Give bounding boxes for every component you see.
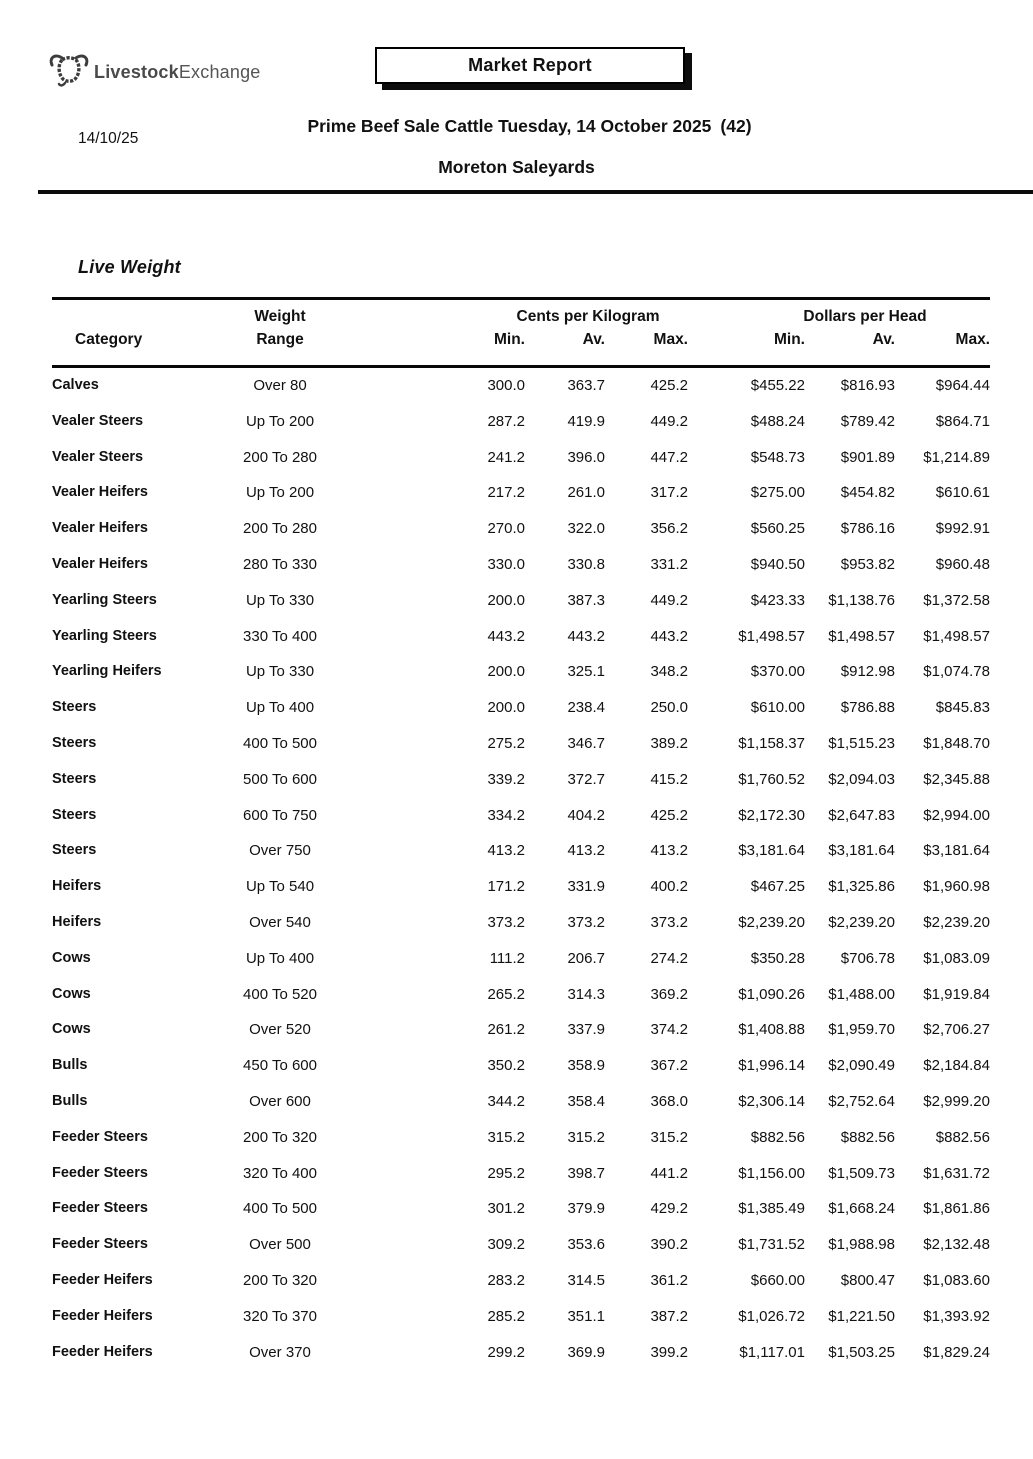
- table-row: [52, 619, 990, 655]
- market-report-badge: [375, 47, 685, 84]
- cell-dph-av: $1,488.00: [828, 985, 895, 1003]
- livestock-exchange-logo: [48, 52, 261, 93]
- cell-dph-min: $1,408.88: [738, 1021, 805, 1039]
- cell-cpk-min: 339.2: [487, 770, 525, 788]
- cell-cpk-max: 449.2: [650, 412, 688, 430]
- cell-dph-min: $610.00: [750, 699, 805, 717]
- cell-cpk-av: 206.7: [567, 949, 605, 967]
- cell-weight-range: 320 To 370: [243, 1307, 317, 1325]
- cell-dph-max: $882.56: [935, 1128, 990, 1146]
- cell-dph-max: $1,829.24: [923, 1343, 990, 1361]
- cell-weight-range: 400 To 500: [243, 1200, 317, 1218]
- table-row: [52, 1084, 990, 1120]
- cell-category: Bulls: [52, 1057, 88, 1074]
- cell-weight-range: Up To 330: [245, 663, 315, 681]
- cell-cpk-max: 369.2: [650, 985, 688, 1003]
- cell-cpk-max: 315.2: [650, 1128, 688, 1146]
- cell-weight-range: 500 To 600: [243, 770, 317, 788]
- table-row: [52, 583, 990, 619]
- cell-dph-max: $1,083.09: [923, 949, 990, 967]
- cell-cpk-max: 387.2: [650, 1307, 688, 1325]
- cell-dph-av: $1,221.50: [828, 1307, 895, 1325]
- cell-cpk-max: 367.2: [650, 1057, 688, 1075]
- cell-dph-av: $786.88: [840, 699, 895, 717]
- cell-cpk-max: 413.2: [650, 842, 688, 860]
- cell-cpk-av: 443.2: [567, 627, 605, 645]
- cell-cpk-av: 351.1: [567, 1307, 605, 1325]
- cell-cpk-av: 330.8: [567, 555, 605, 573]
- cell-dph-max: $610.61: [935, 484, 990, 502]
- cell-dph-max: $964.44: [935, 377, 990, 394]
- cell-dph-max: $1,960.98: [923, 878, 990, 896]
- cell-dph-max: $2,239.20: [923, 913, 990, 931]
- cell-cpk-max: 356.2: [650, 520, 688, 538]
- logo-word-livestock: Livestock: [94, 62, 179, 82]
- cell-cpk-min: 275.2: [487, 734, 525, 752]
- table-row: [52, 475, 990, 511]
- cell-cpk-min: 200.0: [487, 699, 525, 717]
- cell-cpk-av: 404.2: [567, 806, 605, 824]
- cell-category: Feeder Steers: [52, 1164, 148, 1181]
- table-row: [52, 1191, 990, 1227]
- dph-max-column-header: Max.: [955, 331, 990, 348]
- cpk-max-column-header: Max.: [653, 331, 688, 348]
- cell-dph-max: $960.48: [935, 555, 990, 573]
- cell-category: Steers: [52, 699, 97, 716]
- saleyard-name: Moreton Saleyards: [438, 157, 595, 177]
- cell-weight-range: 320 To 400: [243, 1164, 317, 1182]
- cell-cpk-av: 387.3: [567, 591, 605, 609]
- cell-category: Yearling Steers: [52, 591, 157, 608]
- bull-head-icon: [48, 52, 90, 93]
- cell-weight-range: Up To 200: [245, 412, 315, 430]
- cell-dph-av: $1,988.98: [828, 1236, 895, 1254]
- cell-category: Yearling Heifers: [52, 663, 162, 680]
- cell-dph-max: $1,083.60: [923, 1271, 990, 1289]
- table-row: [52, 690, 990, 726]
- cell-weight-range: 330 To 400: [243, 627, 317, 645]
- table-row: [52, 762, 990, 798]
- cell-dph-av: $2,239.20: [828, 913, 895, 931]
- cell-cpk-av: 353.6: [567, 1236, 605, 1254]
- cell-dph-min: $467.25: [750, 878, 805, 896]
- cell-cpk-max: 374.2: [650, 1021, 688, 1039]
- cell-cpk-max: 447.2: [650, 448, 688, 466]
- cell-cpk-max: 361.2: [650, 1271, 688, 1289]
- cell-dph-max: $2,132.48: [923, 1236, 990, 1254]
- cell-dph-max: $1,214.89: [923, 448, 990, 466]
- table-row: [52, 1335, 990, 1371]
- report-title-text: Prime Beef Sale Cattle Tuesday, 14 October 2025: [307, 116, 712, 136]
- cell-cpk-av: 369.9: [567, 1343, 605, 1361]
- cell-weight-range: 200 To 280: [243, 520, 317, 538]
- cell-cpk-min: 285.2: [487, 1307, 525, 1325]
- cell-weight-range: 280 To 330: [243, 555, 317, 573]
- cell-dph-max: $2,345.88: [923, 770, 990, 788]
- cell-dph-max: $1,074.78: [923, 663, 990, 681]
- table-row: [52, 977, 990, 1013]
- cell-cpk-min: 350.2: [487, 1057, 525, 1075]
- cell-cpk-max: 443.2: [650, 627, 688, 645]
- cell-dph-max: $992.91: [935, 520, 990, 538]
- dollars-per-head-header: Dollars per Head: [803, 308, 927, 325]
- cell-dph-min: $275.00: [750, 484, 805, 502]
- header-spacer: [52, 306, 205, 328]
- cell-weight-range: 450 To 600: [243, 1057, 317, 1075]
- table-row: [52, 368, 990, 404]
- cell-weight-range: 200 To 320: [243, 1128, 317, 1146]
- cell-dph-min: $2,239.20: [738, 913, 805, 931]
- cell-cpk-av: 413.2: [567, 842, 605, 860]
- dph-min-column-header: Min.: [774, 331, 805, 348]
- cell-cpk-min: 217.2: [487, 484, 525, 502]
- market-report-badge-label: Market Report: [468, 55, 592, 75]
- cell-dph-max: $2,184.84: [923, 1057, 990, 1075]
- cell-cpk-min: 200.0: [487, 591, 525, 609]
- cell-category: Feeder Heifers: [52, 1307, 153, 1324]
- cell-dph-max: $2,999.20: [923, 1092, 990, 1110]
- cell-category: Yearling Steers: [52, 627, 157, 644]
- cell-category: Heifers: [52, 878, 102, 895]
- cell-cpk-av: 314.3: [567, 985, 605, 1003]
- cell-cpk-av: 238.4: [567, 699, 605, 717]
- cell-cpk-max: 373.2: [650, 913, 688, 931]
- cell-dph-max: $864.71: [935, 412, 990, 430]
- cell-weight-range: Over 750: [249, 842, 311, 860]
- cell-category: Vealer Steers: [52, 448, 144, 465]
- cell-dph-av: $1,498.57: [828, 627, 895, 645]
- cell-dph-min: $1,156.00: [738, 1164, 805, 1182]
- cell-cpk-av: 372.7: [567, 770, 605, 788]
- cell-dph-av: $1,668.24: [828, 1200, 895, 1218]
- cell-dph-min: $1,731.52: [738, 1236, 805, 1254]
- table-row: [52, 869, 990, 905]
- cell-dph-min: $488.24: [750, 412, 805, 430]
- cell-cpk-av: 358.4: [567, 1092, 605, 1110]
- cell-dph-min: $2,306.14: [738, 1092, 805, 1110]
- table-row: [52, 1120, 990, 1156]
- cell-cpk-av: 325.1: [567, 663, 605, 681]
- cell-dph-max: $1,919.84: [923, 985, 990, 1003]
- cell-dph-av: $3,181.64: [828, 842, 895, 860]
- live-weight-table: [52, 297, 990, 1370]
- cell-dph-av: $1,503.25: [828, 1343, 895, 1361]
- cell-dph-max: $1,393.92: [923, 1307, 990, 1325]
- cell-cpk-min: 334.2: [487, 806, 525, 824]
- cell-dph-max: $2,706.27: [923, 1021, 990, 1039]
- cell-dph-min: $455.22: [750, 377, 805, 394]
- cell-dph-max: $1,498.57: [923, 627, 990, 645]
- cell-dph-av: $2,752.64: [828, 1092, 895, 1110]
- cell-cpk-min: 171.2: [487, 878, 525, 896]
- cell-cpk-av: 358.9: [567, 1057, 605, 1075]
- cell-cpk-max: 415.2: [650, 770, 688, 788]
- cell-dph-av: $882.56: [840, 1128, 895, 1146]
- cell-dph-min: $350.28: [750, 949, 805, 967]
- cell-dph-av: $706.78: [840, 949, 895, 967]
- table-row: [52, 1012, 990, 1048]
- cell-cpk-max: 441.2: [650, 1164, 688, 1182]
- cell-cpk-min: 270.0: [487, 520, 525, 538]
- cell-dph-av: $901.89: [840, 448, 895, 466]
- cell-cpk-max: 400.2: [650, 878, 688, 896]
- cents-per-kilogram-header: Cents per Kilogram: [516, 308, 660, 325]
- cell-cpk-max: 348.2: [650, 663, 688, 681]
- cell-category: Feeder Heifers: [52, 1343, 153, 1360]
- cell-dph-av: $2,647.83: [828, 806, 895, 824]
- cell-dph-av: $1,138.76: [828, 591, 895, 609]
- sale-count: (42): [720, 116, 752, 136]
- cell-cpk-max: 399.2: [650, 1343, 688, 1361]
- logo-wordmark: [94, 62, 261, 83]
- cell-cpk-min: 241.2: [487, 448, 525, 466]
- cell-dph-av: $800.47: [840, 1271, 895, 1289]
- cell-dph-av: $2,090.49: [828, 1057, 895, 1075]
- cell-dph-av: $816.93: [840, 377, 895, 394]
- cell-dph-min: $882.56: [750, 1128, 805, 1146]
- category-column-header: Category: [75, 331, 143, 348]
- cell-category: Bulls: [52, 1092, 88, 1109]
- cell-cpk-av: 315.2: [567, 1128, 605, 1146]
- cell-cpk-av: 396.0: [567, 448, 605, 466]
- table-row: [52, 1048, 990, 1084]
- cell-dph-av: $454.82: [840, 484, 895, 502]
- table-row: [52, 547, 990, 583]
- cell-dph-min: $1,117.01: [739, 1343, 805, 1361]
- cell-dph-min: $548.73: [750, 448, 805, 466]
- cell-dph-min: $1,498.57: [738, 627, 805, 645]
- cell-category: Feeder Heifers: [52, 1271, 153, 1288]
- cell-cpk-min: 344.2: [487, 1092, 525, 1110]
- cell-dph-min: $370.00: [750, 663, 805, 681]
- cell-category: Feeder Steers: [52, 1200, 148, 1217]
- cell-cpk-max: 250.0: [650, 699, 688, 717]
- cell-cpk-av: 314.5: [567, 1271, 605, 1289]
- cell-dph-min: $1,996.14: [738, 1057, 805, 1075]
- cell-cpk-min: 301.2: [487, 1200, 525, 1218]
- cell-dph-av: $2,094.03: [828, 770, 895, 788]
- cell-cpk-min: 295.2: [487, 1164, 525, 1182]
- cell-category: Vealer Heifers: [52, 484, 148, 501]
- table-row: [52, 1299, 990, 1335]
- cell-category: Cows: [52, 985, 91, 1002]
- header-divider: [38, 190, 1033, 194]
- live-weight-heading: Live Weight: [78, 257, 181, 277]
- cell-category: Steers: [52, 806, 97, 823]
- cell-cpk-min: 111.2: [489, 949, 525, 967]
- cell-category: Vealer Steers: [52, 412, 144, 429]
- table-row: [52, 941, 990, 977]
- cell-cpk-min: 330.0: [487, 555, 525, 573]
- cell-cpk-min: 315.2: [487, 1128, 525, 1146]
- cell-cpk-av: 379.9: [567, 1200, 605, 1218]
- cell-category: Steers: [52, 770, 97, 787]
- cell-dph-max: $845.83: [935, 699, 990, 717]
- cell-category: Heifers: [52, 913, 102, 930]
- cell-dph-min: $560.25: [750, 520, 805, 538]
- logo-word-exchange: Exchange: [178, 62, 261, 82]
- cell-weight-range: Up To 330: [245, 591, 315, 609]
- weight-header-line2: Range: [256, 331, 304, 348]
- cell-dph-av: $953.82: [840, 555, 895, 573]
- cell-cpk-min: 261.2: [487, 1021, 525, 1039]
- cell-dph-max: $3,181.64: [923, 842, 990, 860]
- cell-dph-min: $1,385.49: [738, 1200, 805, 1218]
- cell-cpk-max: 425.2: [650, 377, 688, 394]
- cell-weight-range: Up To 540: [245, 878, 315, 896]
- cell-weight-range: Over 600: [249, 1092, 311, 1110]
- report-title: [0, 116, 1033, 137]
- table-header: [52, 297, 990, 368]
- cell-dph-av: $1,515.23: [828, 734, 895, 752]
- cell-cpk-max: 317.2: [650, 484, 688, 502]
- cell-cpk-min: 413.2: [487, 842, 525, 860]
- table-row: [52, 1227, 990, 1263]
- cell-category: Steers: [52, 734, 97, 751]
- cell-category: Steers: [52, 842, 97, 859]
- cell-dph-av: $786.16: [840, 520, 895, 538]
- cell-category: Calves: [52, 377, 99, 393]
- cell-dph-max: $2,994.00: [923, 806, 990, 824]
- table-row: [52, 511, 990, 547]
- cell-cpk-max: 331.2: [650, 555, 688, 573]
- table-row: [52, 798, 990, 834]
- table-row: [52, 833, 990, 869]
- cell-dph-av: $912.98: [840, 663, 895, 681]
- cell-dph-min: $423.33: [750, 591, 805, 609]
- cpk-min-column-header: Min.: [494, 331, 525, 348]
- cell-cpk-min: 200.0: [487, 663, 525, 681]
- cell-category: Feeder Steers: [52, 1128, 148, 1145]
- cell-dph-max: $1,631.72: [923, 1164, 990, 1182]
- cell-cpk-av: 373.2: [567, 913, 605, 931]
- cell-weight-range: 400 To 500: [243, 734, 317, 752]
- cell-weight-range: Over 520: [249, 1021, 311, 1039]
- cell-cpk-max: 425.2: [650, 806, 688, 824]
- cell-cpk-max: 389.2: [650, 734, 688, 752]
- cell-dph-min: $1,026.72: [738, 1307, 805, 1325]
- cell-cpk-max: 390.2: [650, 1236, 688, 1254]
- cell-weight-range: 200 To 320: [243, 1271, 317, 1289]
- cell-dph-av: $1,325.86: [828, 878, 895, 896]
- cell-dph-av: $1,509.73: [828, 1164, 895, 1182]
- cell-dph-max: $1,861.86: [923, 1200, 990, 1218]
- cell-weight-range: Up To 200: [245, 484, 315, 502]
- cell-dph-min: $1,760.52: [738, 770, 805, 788]
- cell-dph-max: $1,848.70: [923, 734, 990, 752]
- cell-weight-range: 600 To 750: [243, 806, 317, 824]
- table-row: [52, 726, 990, 762]
- cell-weight-range: Up To 400: [245, 699, 315, 717]
- cell-cpk-max: 368.0: [650, 1092, 688, 1110]
- cell-dph-min: $1,158.37: [738, 734, 805, 752]
- cell-dph-av: $789.42: [840, 412, 895, 430]
- cell-weight-range: Up To 400: [245, 949, 315, 967]
- weight-header-line1: Weight: [254, 308, 306, 325]
- cell-cpk-min: 287.2: [487, 412, 525, 430]
- table-body: [52, 368, 990, 1370]
- cell-dph-av: $1,959.70: [828, 1021, 895, 1039]
- cell-category: Cows: [52, 1021, 91, 1038]
- cell-cpk-av: 398.7: [567, 1164, 605, 1182]
- cell-weight-range: Over 80: [253, 377, 307, 394]
- cell-weight-range: 400 To 520: [243, 985, 317, 1003]
- cell-cpk-av: 261.0: [567, 484, 605, 502]
- cell-cpk-min: 283.2: [487, 1271, 525, 1289]
- cell-cpk-min: 443.2: [487, 627, 525, 645]
- cell-cpk-av: 331.9: [567, 878, 605, 896]
- cell-weight-range: Over 370: [249, 1343, 311, 1361]
- table-row: [52, 1156, 990, 1192]
- cell-dph-min: $660.00: [750, 1271, 805, 1289]
- cpk-av-column-header: Av.: [582, 331, 605, 348]
- cell-cpk-av: 346.7: [567, 734, 605, 752]
- cell-dph-min: $2,172.30: [738, 806, 805, 824]
- table-header-column-row: [52, 328, 990, 352]
- cell-cpk-min: 373.2: [487, 913, 525, 931]
- cell-category: Feeder Steers: [52, 1236, 148, 1253]
- cell-dph-max: $1,372.58: [923, 591, 990, 609]
- cell-cpk-av: 337.9: [567, 1021, 605, 1039]
- cell-dph-min: $3,181.64: [738, 842, 805, 860]
- cell-weight-range: 200 To 280: [243, 448, 317, 466]
- cell-cpk-max: 429.2: [650, 1200, 688, 1218]
- cell-cpk-av: 419.9: [567, 412, 605, 430]
- cell-cpk-min: 299.2: [487, 1343, 525, 1361]
- cell-dph-min: $1,090.26: [738, 985, 805, 1003]
- table-row: [52, 654, 990, 690]
- cell-cpk-av: 363.7: [567, 377, 605, 394]
- table-row: [52, 440, 990, 476]
- cell-cpk-min: 265.2: [487, 985, 525, 1003]
- cell-category: Cows: [52, 949, 91, 966]
- cell-cpk-av: 322.0: [567, 520, 605, 538]
- cell-weight-range: Over 500: [249, 1236, 311, 1254]
- cell-cpk-min: 309.2: [487, 1236, 525, 1254]
- table-row: [52, 1263, 990, 1299]
- report-date: 14/10/25: [78, 130, 139, 147]
- table-row: [52, 905, 990, 941]
- cell-cpk-min: 300.0: [487, 377, 525, 394]
- cell-cpk-max: 274.2: [650, 949, 688, 967]
- table-header-group-row: [52, 306, 990, 328]
- dph-av-column-header: Av.: [872, 331, 895, 348]
- table-row: [52, 404, 990, 440]
- cell-category: Vealer Heifers: [52, 520, 148, 537]
- cell-weight-range: Over 540: [249, 913, 311, 931]
- cell-cpk-max: 449.2: [650, 591, 688, 609]
- cell-dph-min: $940.50: [750, 555, 805, 573]
- cell-category: Vealer Heifers: [52, 555, 148, 572]
